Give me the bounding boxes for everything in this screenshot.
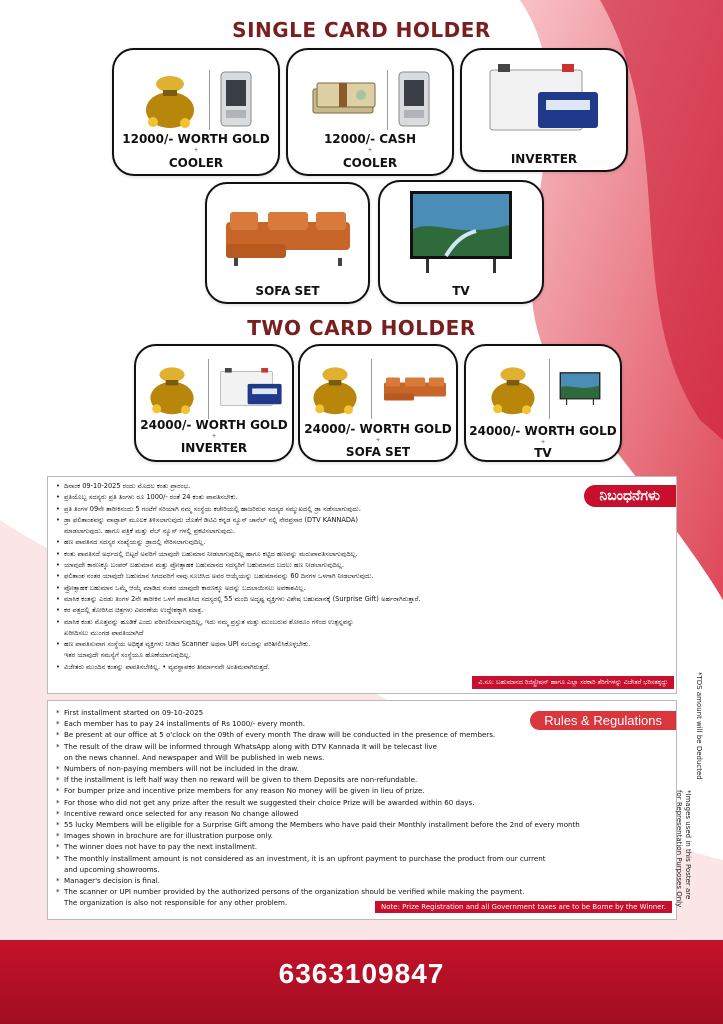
prize-card-gold-cooler	[112, 48, 280, 176]
english-rule-item: * First installment started on 09-10-2025	[56, 707, 580, 718]
prize-card-gold-sofa	[298, 344, 458, 462]
kannada-rule-item: • ದಿನಾಂಕ 09-10-2025 ರಂದು ಮೊದಲ ಕಂತು ಪ್ರಾರಂಭ.	[56, 481, 421, 492]
card-divider	[549, 359, 550, 419]
sofa-icon	[380, 369, 450, 409]
two-card-heading: TWO CARD HOLDER	[247, 316, 476, 340]
prize-card-inverter	[460, 48, 628, 172]
kannada-rule-item: • ಕಂತು ಪಾವತಿಸದೆ ಅರ್ಧದಲ್ಲಿ ಬಿಟ್ಟರೆ ಅವರಿಗೆ ಯಾವುದೇ ಬಹುಮಾನ ನೀಡಲಾಗುವುದಿಲ್ಲ ಹಾಗೂ ಕಟ್ಟಿದ ಹಣವನ್ನು ಮರುಪಾವತಿಸಲಾಗುವುದಿಲ್ಲ.	[56, 549, 421, 560]
prize-line1: 12000/- WORTH GOLD	[122, 132, 270, 146]
cash-bundle-icon	[309, 75, 379, 125]
english-rule-item: * The result of the draw will be informed through WhatsApp along with DTV Kannada It will be telecast live	[56, 741, 580, 752]
kannada-rule-item: • ಪ್ರೋತ್ಸಾಹಕ ಬಹುಮಾನ ಒಮ್ಮೆ ಆಯ್ಕೆ ಮಾಡಿದ ನಂತರ ಯಾವುದೇ ಕಾರಣಕ್ಕೂ ಅದನ್ನು ಬದಲಾಯಿಸಲು ಅವಕಾಶವಿಲ್ಲ.	[56, 583, 421, 594]
english-rule-item: * For those who did not get any prize after the result we suggested their choice Prize will be awarded within 60 days.	[56, 797, 580, 808]
english-rule-item: * The winner does not have to pay the next installment.	[56, 841, 580, 852]
english-rule-item: * The scanner or UPI number provided by the authorized persons of the organization should be verified while making the payment.	[56, 886, 580, 897]
prize-plus: +	[193, 147, 199, 154]
kannada-rule-item: • ಮಾಸಿಕ ಕಂತು ಮೊತ್ತವನ್ನು ಹೂಡಿಕೆ ಎಂದು ಪರಿಗಣಿಸಲಾಗುವುದಿಲ್ಲ, ಇದು ನಮ್ಮ ಪ್ರಸ್ತುತ ಮತ್ತು ಮುಂಬರುವ ಶೋರೂಂ ಗಳಿಂದ ಉತ್ಪನ್ನವನ್ನು	[56, 617, 421, 628]
english-rule-item: * For bumper prize and incentive prize members for any reason No money will be given in lieu of prize.	[56, 785, 580, 796]
inverter-battery-icon	[484, 62, 604, 140]
english-rule-item: on the news channel. And newspaper and Will be published in web news.	[64, 752, 325, 762]
english-rule-item: * Incentive reward once selected for any reason No change allowed	[56, 808, 580, 819]
prize-card-cash-cooler	[286, 48, 454, 176]
prize-line1: INVERTER	[510, 152, 578, 166]
air-cooler-icon	[218, 70, 254, 130]
english-rule-item: * 55 lucky Members will be eligible for a Surprise Gift among the Members who have paid their Monthly installment before the 2nd of every month	[56, 819, 580, 830]
kannada-rule-item: • ಪ್ರತಿಯೊಬ್ಬ ಸದಸ್ಯರು ಪ್ರತಿ ತಿಂಗಳು ರೂ 1000/- ರಂತೆ 24 ಕಂತು ಪಾವತಿಸಬೇಕು.	[56, 492, 421, 503]
english-rule-item: and upcoming showrooms.	[64, 864, 160, 874]
prize-line1: 24000/- WORTH GOLD	[469, 424, 617, 438]
prize-line1: TV	[452, 284, 470, 298]
kannada-rule-item: ಇತರ ಯಾವುದೇ ಸಮಸ್ಯೆಗೆ ಸಂಸ್ಥೆಯೂ ಹೊಣೆಯಾಗುವುದಿಲ್ಲ.	[64, 651, 191, 660]
footer-bar	[0, 940, 723, 1024]
kannada-rule-item: • ಡ್ರಾ ಫಲಿತಾಂಶವನ್ನು ವಾಟ್ಸಾಪ್ ಮೂಲಕ ತಿಳಿಸಲಾಗುವುದು ಜೊತೆಗೆ ಡಿಟಿವಿ ಕನ್ನಡ ನ್ಯೂಸ್ ಚಾನೆಲ್ ನಲ್ಲಿ ನೇರಪ್ರಸಾರ (DTV KANNADA)	[56, 515, 421, 526]
english-rule-item: * Manager's decision is final.	[56, 875, 580, 886]
prize-card-gold-tv	[464, 344, 622, 462]
air-cooler-icon	[396, 70, 432, 130]
tv-icon	[406, 189, 516, 277]
gold-bag-icon	[139, 70, 201, 130]
english-rule-item: * Each member has to pay 24 installments of Rs 1000/- every month.	[56, 718, 580, 729]
images-side-note: *Images used in this Poster are	[684, 790, 692, 900]
prize-plus: +	[375, 437, 381, 444]
gold-bag-icon	[485, 362, 541, 416]
gold-bag-icon	[144, 362, 200, 416]
kannada-rule-item: ಮಾಡಲಾಗುವುದು. ಹಾಗೂ ಪತ್ರಿಕೆ ಮತ್ತು ವೆಬ್ ನ್ಯೂಸ್ ಗಳಲ್ಲಿ ಪ್ರಕಟಿಸಲಾಗುವುದು.	[64, 527, 235, 536]
prize-line2: COOLER	[342, 156, 398, 170]
kannada-rule-item: ಖರೀದಿಸಲು ಮುಂಗಡ ಪಾವತಿಯಾಗಿದೆ	[64, 628, 144, 637]
prize-line1: 12000/- CASH	[323, 132, 417, 146]
kannada-rule-item: • ಹಣ ಪಾವತಿಸದ ಸದಸ್ಯರ ಸಂಖ್ಯೆಯನ್ನು ಡ್ರಾದಲ್ಲಿ ಸೇರಿಸಲಾಗುವುದಿಲ್ಲ.	[56, 537, 421, 548]
prize-line1: 24000/- WORTH GOLD	[304, 422, 452, 436]
kannada-rule-item: • ಮಾಸಿಕ ಕಂತನ್ನು ಎರಡು ತಿಂಗಳ 2ನೇ ತಾರೀಕಿನ ಒಳಗೆ ಪಾವತಿಸಿದ ಸದಸ್ಯರಲ್ಲಿ 55 ಮಂದಿ ಅದೃಷ್ಟ ವ್ಯಕ್ತಿಗಳು ವಿಶೇಷ ಬಹುಮಾನಕ್ಕೆ (Surprise Gift) ಅರ್ಹರಾಗಿರುತ್ತಾರೆ.	[56, 594, 421, 605]
card-divider	[387, 70, 388, 130]
inverter-battery-icon	[217, 365, 285, 413]
tv-icon	[558, 370, 602, 408]
english-note-bar: Note: Prize Registration and all Government taxes are to be Borne by the Winner.	[375, 901, 672, 913]
sofa-icon	[218, 200, 358, 270]
tds-side-note: *TDS amount will be Deducted	[695, 672, 703, 780]
english-rules-panel	[47, 700, 677, 920]
kannada-rule-item: • ಯಾವುದೇ ಕಾರಣಕ್ಕೂ ಬಂಪರ್ ಬಹುಮಾನ ಮತ್ತು ಪ್ರೋತ್ಸಾಹಕ ಬಹುಮಾನದ ಸದಸ್ಯರಿಗೆ ಬಹುಮಾನದ ಬದಲು ಹಣ ನೀಡಲಾಗುವುದಿಲ್ಲ.	[56, 560, 421, 571]
prize-line2: COOLER	[168, 156, 224, 170]
gold-bag-icon	[307, 362, 363, 416]
kannada-rule-item: • ವಿಜೇತರು ಮುಂದಿನ ಕಂತನ್ನು ಪಾವತಿಸಬೇಕಿಲ್ಲ. • ವ್ಯವಸ್ಥಾಪಕರ ತೀರ್ಮಾನವೇ ಅಂತಿಮವಾಗಿರುತ್ತದೆ.	[56, 662, 421, 673]
kannada-rules-panel	[47, 476, 677, 694]
english-rule-item: * If the installment is left half way then no reward will be given to them Deposits are non-refundable.	[56, 774, 580, 785]
english-rules-title: Rules & Regulations	[530, 711, 676, 730]
prize-line2: TV	[534, 446, 552, 460]
contact-phone[interactable]: 6363109847	[278, 958, 445, 989]
kannada-rules-list	[56, 481, 421, 673]
kannada-rule-item: • ಕರ ಪತ್ರದಲ್ಲಿ ತೋರಿಸಿದ ಚಿತ್ರಗಳು ವಿವರಣೆಯ ಉದ್ದೇಶಕ್ಕಾಗಿ ಮಾತ್ರ.	[56, 605, 421, 616]
english-rules-list	[56, 707, 580, 909]
english-rule-item: The organization is also not responsible for any other problem.	[64, 898, 288, 908]
card-divider	[371, 359, 372, 419]
card-divider	[208, 359, 209, 419]
kannada-rule-item: • ಪ್ರತಿ ತಿಂಗಳ 09ನೇ ತಾರೀಕಿನಂದು 5 ಗಂಟೆಗೆ ಸರಿಯಾಗಿ ನಮ್ಮ ಸಂಸ್ಥೆಯ ಕಚೇರಿಯಲ್ಲಿ ಹಾಜರಿರುವ ಸದಸ್ಯರ ಸಮ್ಮುಖದಲ್ಲಿ ಡ್ರಾ ನಡೆಸಲಾಗುವುದು.	[56, 504, 421, 515]
prize-card-gold-inverter	[134, 344, 294, 462]
prize-line1: 24000/- WORTH GOLD	[140, 418, 288, 432]
english-rule-item: * Images shown in brochure are for illustration purpose only.	[56, 830, 580, 841]
kannada-rules-title: ನಿಬಂಧನೆಗಳು	[584, 485, 676, 507]
prize-card-tv	[378, 180, 544, 304]
images-side-note-2: for Representation Purposes Only	[675, 790, 683, 908]
english-rule-item: * Be present at our office at 5 o'clock on the 09th of every month The draw will be conducted in the presence of members.	[56, 729, 580, 740]
kannada-rule-item: • ಫಲಿತಾಂಶ ನಂತರ ಯಾವುದೇ ಬಹುಮಾನ ಸಿಗದವರಿಗೆ ನಾವು ಸೂಚಿಸಿದ ಅವರ ಆಯ್ಕೆಯನ್ನು ಬಹುಮಾನವನ್ನು 60 ದಿನಗಳ ಒಳಗಾಗಿ ನೀಡಲಾಗುವುದು.	[56, 571, 421, 582]
prize-line1: SOFA SET	[255, 284, 320, 298]
card-divider	[209, 70, 210, 130]
prize-line2: SOFA SET	[345, 445, 411, 459]
prize-plus: +	[211, 433, 217, 440]
prize-line2: INVERTER	[180, 441, 248, 455]
prize-plus: +	[367, 147, 373, 154]
kannada-rule-item: • ಹಣ ಪಾವತಿಸುವಾಗ ಸಂಸ್ಥೆಯ ಅಧಿಕೃತ ವ್ಯಕ್ತಿಗಳು ನೀಡಿದ Scanner ಅಥವಾ UPI ನಂಬರನ್ನು ಪರಿಶೀಲಿಸಿಕೊಳ್ಳಬೇಕು.	[56, 639, 421, 650]
prize-plus: +	[540, 439, 546, 446]
english-rule-item: * The monthly installment amount is not considered as an investment, it is an upfront payment to purchase the product from our current	[56, 853, 580, 864]
english-rule-item: * Numbers of non-paying members will not be included in the draw.	[56, 763, 580, 774]
single-card-heading: SINGLE CARD HOLDER	[232, 18, 491, 42]
prize-card-sofa	[205, 182, 370, 304]
kannada-note-bar: ವಿ.ಸೂ: ಬಹುಮಾನದ ರಿಜಿಸ್ಟ್ರೇಷನ್ ಹಾಗೂ ಎಲ್ಲಾ ಸರಕಾರಿ ತೆರಿಗೆಗಳನ್ನು ವಿಜೇತರೆ ಭರಿಸತಕ್ಕದ್ದು	[472, 676, 674, 689]
